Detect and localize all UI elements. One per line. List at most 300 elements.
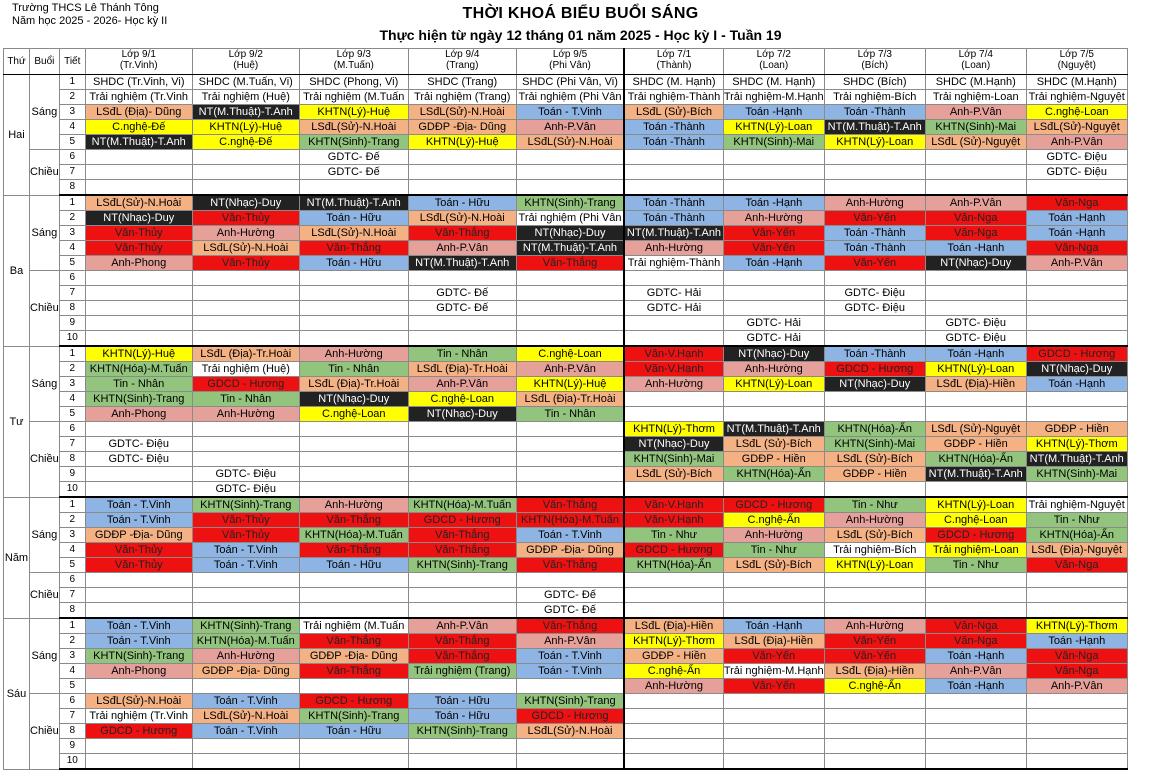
lesson-cell[interactable]: Văn-Yến <box>824 256 925 271</box>
lesson-cell[interactable]: Toán -Thành <box>624 211 723 226</box>
lesson-cell[interactable] <box>723 588 824 603</box>
lesson-cell[interactable] <box>85 165 192 180</box>
lesson-cell[interactable]: SHDC (M. Hạnh) <box>624 75 723 90</box>
lesson-cell[interactable]: Toán - T.Vinh <box>192 543 299 558</box>
lesson-cell[interactable] <box>192 316 299 331</box>
lesson-cell[interactable] <box>824 180 925 196</box>
lesson-cell[interactable]: Văn-Thủy <box>85 226 192 241</box>
lesson-cell[interactable] <box>85 422 192 437</box>
lesson-cell[interactable]: GDĐP - Hiền <box>624 649 723 664</box>
lesson-cell[interactable]: GDCD - Hương <box>299 694 408 709</box>
lesson-cell[interactable]: Toán - T.Vinh <box>192 694 299 709</box>
lesson-cell[interactable]: Văn-Nga <box>1026 649 1127 664</box>
lesson-cell[interactable]: NT(M.Thuật)-T.Anh <box>624 226 723 241</box>
lesson-cell[interactable]: C.nghệ-Đế <box>85 120 192 135</box>
lesson-cell[interactable]: Văn-Thủy <box>192 211 299 226</box>
lesson-cell[interactable] <box>723 724 824 739</box>
lesson-cell[interactable] <box>516 301 624 316</box>
lesson-cell[interactable] <box>85 679 192 694</box>
lesson-cell[interactable]: KHTN(Hóa)-M.Tuấn <box>192 634 299 649</box>
lesson-cell[interactable]: Anh-Hường <box>824 618 925 634</box>
lesson-cell[interactable]: Anh-Hường <box>624 679 723 694</box>
lesson-cell[interactable]: Toán - T.Vinh <box>516 649 624 664</box>
lesson-cell[interactable]: NT(M.Thuật)-T.Anh <box>516 241 624 256</box>
lesson-cell[interactable]: LSđL (Địa)-Tr.Hoài <box>299 377 408 392</box>
lesson-cell[interactable]: GDĐP - Hiền <box>925 437 1026 452</box>
lesson-cell[interactable]: GDCD - Hương <box>408 513 516 528</box>
lesson-cell[interactable]: Văn-Thắng <box>408 634 516 649</box>
lesson-cell[interactable] <box>85 286 192 301</box>
lesson-cell[interactable] <box>624 482 723 498</box>
lesson-cell[interactable]: LSđL(Sử)-N.Hoài <box>408 105 516 120</box>
lesson-cell[interactable]: Văn-Thắng <box>299 634 408 649</box>
lesson-cell[interactable] <box>1026 180 1127 196</box>
lesson-cell[interactable]: Văn-Thắng <box>299 513 408 528</box>
lesson-cell[interactable] <box>299 437 408 452</box>
lesson-cell[interactable] <box>925 694 1026 709</box>
lesson-cell[interactable]: NT(Nhạc)-Duy <box>85 211 192 226</box>
lesson-cell[interactable] <box>1026 588 1127 603</box>
lesson-cell[interactable]: Tin - Nhân <box>408 346 516 362</box>
lesson-cell[interactable]: Văn-Thủy <box>192 513 299 528</box>
lesson-cell[interactable] <box>925 271 1026 286</box>
lesson-cell[interactable] <box>624 165 723 180</box>
lesson-cell[interactable] <box>723 271 824 286</box>
lesson-cell[interactable]: Trải nghiệm (Tr.Vinh <box>85 709 192 724</box>
lesson-cell[interactable]: Toán -Thành <box>824 241 925 256</box>
lesson-cell[interactable]: Toán -Thành <box>824 105 925 120</box>
lesson-cell[interactable]: Văn-Thắng <box>516 497 624 513</box>
lesson-cell[interactable]: Văn-Yến <box>723 679 824 694</box>
lesson-cell[interactable]: Trải nghiệm-Bích <box>824 90 925 105</box>
lesson-cell[interactable] <box>408 165 516 180</box>
lesson-cell[interactable] <box>824 724 925 739</box>
lesson-cell[interactable]: Toán -Hạnh <box>723 105 824 120</box>
lesson-cell[interactable]: Tin - Nhân <box>192 392 299 407</box>
lesson-cell[interactable]: LSđL (Sử)-Nguyệt <box>925 422 1026 437</box>
lesson-cell[interactable] <box>85 739 192 754</box>
lesson-cell[interactable]: Anh-P.Vân <box>408 241 516 256</box>
lesson-cell[interactable]: Văn-Nga <box>925 634 1026 649</box>
lesson-cell[interactable]: Văn-Nga <box>1026 558 1127 573</box>
lesson-cell[interactable]: Văn-Yến <box>723 241 824 256</box>
lesson-cell[interactable]: Toán - Hữu <box>299 211 408 226</box>
lesson-cell[interactable]: LSđL(Sử)-N.Hoài <box>299 120 408 135</box>
lesson-cell[interactable]: Anh-Hường <box>723 211 824 226</box>
lesson-cell[interactable]: Toán -Hạnh <box>723 256 824 271</box>
lesson-cell[interactable]: Anh-P.Vân <box>408 377 516 392</box>
lesson-cell[interactable]: Tin - Như <box>624 528 723 543</box>
lesson-cell[interactable]: GDCD - Hương <box>192 377 299 392</box>
lesson-cell[interactable]: GDCD - Hương <box>85 724 192 739</box>
lesson-cell[interactable]: LSđL (Địa)-Hiền <box>624 618 723 634</box>
lesson-cell[interactable]: Toán - Hữu <box>299 558 408 573</box>
lesson-cell[interactable] <box>408 180 516 196</box>
lesson-cell[interactable]: NT(Nhạc)-Duy <box>925 256 1026 271</box>
lesson-cell[interactable]: LSđL (Sử)-Nguyệt <box>925 135 1026 150</box>
lesson-cell[interactable]: Văn-Thủy <box>85 558 192 573</box>
lesson-cell[interactable] <box>85 573 192 588</box>
lesson-cell[interactable] <box>723 165 824 180</box>
lesson-cell[interactable] <box>192 739 299 754</box>
lesson-cell[interactable]: Văn-Nga <box>1026 664 1127 679</box>
lesson-cell[interactable]: LSđL (Địa)-Tr.Hoài <box>192 346 299 362</box>
lesson-cell[interactable]: Toán - T.Vinh <box>516 664 624 679</box>
lesson-cell[interactable] <box>624 709 723 724</box>
lesson-cell[interactable]: Văn-Thắng <box>299 543 408 558</box>
lesson-cell[interactable]: SHDC (M.Hạnh) <box>925 75 1026 90</box>
lesson-cell[interactable]: GDTC- Đế <box>408 301 516 316</box>
lesson-cell[interactable]: Trải nghiệm (Huệ) <box>192 90 299 105</box>
lesson-cell[interactable] <box>516 679 624 694</box>
lesson-cell[interactable] <box>516 452 624 467</box>
lesson-cell[interactable] <box>299 422 408 437</box>
lesson-cell[interactable] <box>824 331 925 347</box>
lesson-cell[interactable]: Trải nghiệm (Huệ) <box>192 362 299 377</box>
lesson-cell[interactable] <box>408 271 516 286</box>
lesson-cell[interactable]: KHTN(Sinh)-Trang <box>192 497 299 513</box>
lesson-cell[interactable]: LSđL (Sử)-Bích <box>624 105 723 120</box>
lesson-cell[interactable]: C.nghệ-Loan <box>299 407 408 422</box>
lesson-cell[interactable]: Toán - Hữu <box>408 709 516 724</box>
lesson-cell[interactable] <box>1026 482 1127 498</box>
lesson-cell[interactable] <box>516 316 624 331</box>
lesson-cell[interactable]: GDTC- Điệu <box>192 482 299 498</box>
lesson-cell[interactable]: KHTN(Lý)-Huệ <box>192 120 299 135</box>
lesson-cell[interactable] <box>85 754 192 770</box>
lesson-cell[interactable]: SHDC (Tr.Vinh, Vi) <box>85 75 192 90</box>
lesson-cell[interactable] <box>516 286 624 301</box>
lesson-cell[interactable]: Toán -Hạnh <box>925 649 1026 664</box>
lesson-cell[interactable]: LSđL (Địa)-Nguyệt <box>1026 543 1127 558</box>
lesson-cell[interactable]: Văn-Thủy <box>192 256 299 271</box>
lesson-cell[interactable]: Anh-Hường <box>723 528 824 543</box>
lesson-cell[interactable] <box>723 694 824 709</box>
lesson-cell[interactable]: Trải nghiệm-M.Hạnh <box>723 665 824 677</box>
lesson-cell[interactable] <box>925 180 1026 196</box>
lesson-cell[interactable]: Anh-Hường <box>192 226 299 241</box>
lesson-cell[interactable] <box>624 588 723 603</box>
lesson-cell[interactable]: GDĐP - Hiền <box>824 467 925 482</box>
lesson-cell[interactable] <box>723 482 824 498</box>
lesson-cell[interactable]: Văn-Thắng <box>516 558 624 573</box>
lesson-cell[interactable]: NT(M.Thuật)-T.Anh <box>925 467 1026 482</box>
lesson-cell[interactable] <box>925 603 1026 619</box>
lesson-cell[interactable] <box>925 724 1026 739</box>
lesson-cell[interactable] <box>85 482 192 498</box>
lesson-cell[interactable]: GDTC- Điệu <box>85 437 192 452</box>
lesson-cell[interactable]: Toán -Thành <box>824 226 925 241</box>
lesson-cell[interactable]: SHDC (Bích) <box>824 75 925 90</box>
lesson-cell[interactable]: Toán - Hữu <box>408 694 516 709</box>
lesson-cell[interactable] <box>299 679 408 694</box>
lesson-cell[interactable]: GDTC- Điệu <box>1026 150 1127 165</box>
lesson-cell[interactable] <box>1026 407 1127 422</box>
lesson-cell[interactable] <box>516 573 624 588</box>
lesson-cell[interactable] <box>299 603 408 619</box>
lesson-cell[interactable]: KHTN(Lý)-Loan <box>925 362 1026 377</box>
lesson-cell[interactable]: SHDC (Phong, Vi) <box>299 75 408 90</box>
lesson-cell[interactable]: NT(Nhạc)-Duy <box>1026 362 1127 377</box>
lesson-cell[interactable]: Anh-Hường <box>624 241 723 256</box>
lesson-cell[interactable]: Anh-P.Vân <box>925 105 1026 120</box>
lesson-cell[interactable]: Tin - Như <box>1026 513 1127 528</box>
lesson-cell[interactable]: Anh-Hường <box>192 649 299 664</box>
lesson-cell[interactable]: GDTC- Điệu <box>192 467 299 482</box>
lesson-cell[interactable] <box>192 301 299 316</box>
lesson-cell[interactable] <box>85 180 192 196</box>
lesson-cell[interactable]: LSđL(Sử)-N.Hoài <box>192 241 299 256</box>
lesson-cell[interactable] <box>624 271 723 286</box>
lesson-cell[interactable] <box>925 709 1026 724</box>
lesson-cell[interactable]: Trải nghiệm-Thành <box>624 90 723 105</box>
lesson-cell[interactable]: NT(M.Thuật)-T.Anh <box>1026 452 1127 467</box>
lesson-cell[interactable]: GDTC- Hải <box>723 331 824 347</box>
lesson-cell[interactable]: KHTN(Sinh)-Mai <box>1026 467 1127 482</box>
lesson-cell[interactable]: KHTN(Lý)-Loan <box>925 497 1026 513</box>
lesson-cell[interactable] <box>925 286 1026 301</box>
lesson-cell[interactable]: Trải nghiệm (Tr.Vinh <box>85 90 192 105</box>
lesson-cell[interactable]: LSđL (Địa)-Hiền <box>824 664 925 679</box>
lesson-cell[interactable]: C.nghệ-Loan <box>408 392 516 407</box>
lesson-cell[interactable] <box>192 150 299 165</box>
lesson-cell[interactable]: KHTN(Hóa)-M.Tuấn <box>516 513 624 528</box>
lesson-cell[interactable]: Văn-Thủy <box>192 528 299 543</box>
lesson-cell[interactable]: C.nghệ-Loan <box>925 513 1026 528</box>
lesson-cell[interactable]: NT(Nhạc)-Duy <box>299 392 408 407</box>
lesson-cell[interactable]: KHTN(Hóa)-M.Tuấn <box>408 497 516 513</box>
lesson-cell[interactable]: C.nghệ-Ẩn <box>824 679 925 694</box>
lesson-cell[interactable] <box>408 588 516 603</box>
lesson-cell[interactable] <box>85 467 192 482</box>
lesson-cell[interactable]: Văn-V.Hạnh <box>624 362 723 377</box>
lesson-cell[interactable]: Toán - T.Vinh <box>85 513 192 528</box>
lesson-cell[interactable] <box>299 271 408 286</box>
lesson-cell[interactable] <box>516 150 624 165</box>
lesson-cell[interactable]: NT(M.Thuật)-T.Anh <box>408 256 516 271</box>
lesson-cell[interactable] <box>408 603 516 619</box>
lesson-cell[interactable] <box>192 180 299 196</box>
lesson-cell[interactable] <box>299 754 408 770</box>
lesson-cell[interactable] <box>299 739 408 754</box>
lesson-cell[interactable] <box>299 467 408 482</box>
lesson-cell[interactable]: Anh-P.Vân <box>1026 256 1127 271</box>
lesson-cell[interactable] <box>408 739 516 754</box>
lesson-cell[interactable] <box>1026 754 1127 770</box>
lesson-cell[interactable]: GDĐP -Địa- Dũng <box>85 528 192 543</box>
lesson-cell[interactable]: Anh-P.Vân <box>516 362 624 377</box>
lesson-cell[interactable]: Trải nghiệm-Bích <box>824 543 925 558</box>
lesson-cell[interactable]: KHTN(Hóa)-Ẩn <box>824 422 925 437</box>
lesson-cell[interactable]: Văn-Thắng <box>408 649 516 664</box>
lesson-cell[interactable]: LSđL (Sử)-Bích <box>824 528 925 543</box>
lesson-cell[interactable]: Anh-Hường <box>824 513 925 528</box>
lesson-cell[interactable] <box>516 331 624 347</box>
lesson-cell[interactable]: LSđL (Sử)-Bích <box>624 467 723 482</box>
lesson-cell[interactable]: LSđL (Địa)-Tr.Hoài <box>408 362 516 377</box>
lesson-cell[interactable]: NT(Nhạc)-Duy <box>516 226 624 241</box>
lesson-cell[interactable] <box>85 271 192 286</box>
lesson-cell[interactable]: Văn-Thủy <box>85 241 192 256</box>
lesson-cell[interactable]: KHTN(Hóa)-M.Tuấn <box>85 362 192 377</box>
lesson-cell[interactable] <box>1026 573 1127 588</box>
lesson-cell[interactable]: Văn-V.Hạnh <box>624 497 723 513</box>
lesson-cell[interactable]: Toán - Hữu <box>299 256 408 271</box>
lesson-cell[interactable] <box>299 316 408 331</box>
lesson-cell[interactable] <box>192 588 299 603</box>
lesson-cell[interactable] <box>408 573 516 588</box>
lesson-cell[interactable]: Văn-Thắng <box>408 528 516 543</box>
lesson-cell[interactable]: GDTC- Đế <box>516 603 624 619</box>
lesson-cell[interactable] <box>516 739 624 754</box>
lesson-cell[interactable]: Toán - T.Vinh <box>85 618 192 634</box>
lesson-cell[interactable]: Văn-Nga <box>1026 195 1127 211</box>
lesson-cell[interactable]: Văn-Yến <box>824 649 925 664</box>
lesson-cell[interactable]: Anh-Hường <box>824 195 925 211</box>
lesson-cell[interactable]: LSđL (Địa)-Hiền <box>925 377 1026 392</box>
lesson-cell[interactable]: GDCD - Hương <box>824 362 925 377</box>
lesson-cell[interactable] <box>723 150 824 165</box>
lesson-cell[interactable] <box>824 316 925 331</box>
lesson-cell[interactable] <box>192 331 299 347</box>
lesson-cell[interactable]: KHTN(Sinh)-Mai <box>723 135 824 150</box>
lesson-cell[interactable] <box>192 603 299 619</box>
lesson-cell[interactable]: Toán -Thành <box>624 120 723 135</box>
lesson-cell[interactable] <box>624 694 723 709</box>
lesson-cell[interactable]: Anh-P.Vân <box>925 195 1026 211</box>
lesson-cell[interactable] <box>516 754 624 770</box>
lesson-cell[interactable]: Văn-Nga <box>925 618 1026 634</box>
lesson-cell[interactable]: NT(Nhạc)-Duy <box>624 437 723 452</box>
lesson-cell[interactable]: Văn-Yến <box>824 634 925 649</box>
lesson-cell[interactable] <box>408 150 516 165</box>
lesson-cell[interactable]: Văn-Yến <box>723 649 824 664</box>
lesson-cell[interactable] <box>723 754 824 770</box>
lesson-cell[interactable]: Toán - Hữu <box>299 724 408 739</box>
lesson-cell[interactable] <box>723 301 824 316</box>
lesson-cell[interactable]: Văn-Yến <box>723 226 824 241</box>
lesson-cell[interactable] <box>723 407 824 422</box>
lesson-cell[interactable]: Anh-Hường <box>723 362 824 377</box>
lesson-cell[interactable] <box>516 271 624 286</box>
lesson-cell[interactable] <box>408 316 516 331</box>
lesson-cell[interactable]: Trải nghiệm (Phi Vân <box>516 211 624 226</box>
lesson-cell[interactable] <box>824 739 925 754</box>
lesson-cell[interactable]: Trải nghiệm-Thành <box>624 256 723 271</box>
lesson-cell[interactable]: Văn-Thắng <box>516 256 624 271</box>
lesson-cell[interactable]: Anh-P.Vân <box>516 634 624 649</box>
lesson-cell[interactable] <box>925 588 1026 603</box>
lesson-cell[interactable] <box>1026 694 1127 709</box>
lesson-cell[interactable] <box>925 407 1026 422</box>
lesson-cell[interactable]: Anh-Phong <box>85 407 192 422</box>
lesson-cell[interactable]: KHTN(Lý)-Huệ <box>299 105 408 120</box>
lesson-cell[interactable]: Anh-P.Vân <box>1026 135 1127 150</box>
lesson-cell[interactable] <box>299 301 408 316</box>
lesson-cell[interactable]: Anh-P.Vân <box>925 664 1026 679</box>
lesson-cell[interactable] <box>192 271 299 286</box>
lesson-cell[interactable]: NT(M.Thuật)-T.Anh <box>192 105 299 120</box>
lesson-cell[interactable]: Tin - Nhân <box>85 377 192 392</box>
lesson-cell[interactable]: NT(M.Thuật)-T.Anh <box>299 195 408 211</box>
lesson-cell[interactable]: Toán -Thành <box>624 135 723 150</box>
lesson-cell[interactable]: Văn-Thủy <box>85 543 192 558</box>
lesson-cell[interactable]: LSđL(Sử)-N.Hoài <box>516 135 624 150</box>
lesson-cell[interactable]: KHTN(Hóa)-Ẩn <box>723 467 824 482</box>
lesson-cell[interactable] <box>925 165 1026 180</box>
lesson-cell[interactable] <box>723 573 824 588</box>
lesson-cell[interactable]: GDTC- Điệu <box>1026 165 1127 180</box>
lesson-cell[interactable] <box>1026 709 1127 724</box>
lesson-cell[interactable] <box>624 573 723 588</box>
lesson-cell[interactable]: Văn-Thắng <box>408 543 516 558</box>
lesson-cell[interactable]: Văn-Nga <box>925 226 1026 241</box>
lesson-cell[interactable] <box>824 482 925 498</box>
lesson-cell[interactable]: KHTN(Sinh)-Mai <box>925 120 1026 135</box>
lesson-cell[interactable] <box>1026 271 1127 286</box>
lesson-cell[interactable]: Văn-V.Hạnh <box>624 513 723 528</box>
lesson-cell[interactable] <box>824 694 925 709</box>
lesson-cell[interactable] <box>824 271 925 286</box>
lesson-cell[interactable] <box>85 150 192 165</box>
lesson-cell[interactable] <box>624 739 723 754</box>
lesson-cell[interactable]: KHTN(Sinh)-Trang <box>192 618 299 634</box>
lesson-cell[interactable] <box>516 422 624 437</box>
lesson-cell[interactable] <box>624 724 723 739</box>
lesson-cell[interactable] <box>85 331 192 347</box>
lesson-cell[interactable]: GDTC- Điệu <box>85 452 192 467</box>
lesson-cell[interactable]: Tin - Như <box>925 558 1026 573</box>
lesson-cell[interactable]: Toán -Hạnh <box>925 241 1026 256</box>
lesson-cell[interactable]: SHDC (M.Hạnh) <box>1026 75 1127 90</box>
lesson-cell[interactable] <box>925 573 1026 588</box>
lesson-cell[interactable] <box>723 603 824 619</box>
lesson-cell[interactable]: Toán -Hạnh <box>723 195 824 211</box>
lesson-cell[interactable]: Văn-V.Hạnh <box>624 346 723 362</box>
lesson-cell[interactable]: LSđL (Địa)- Dũng <box>85 105 192 120</box>
lesson-cell[interactable]: Anh-Phong <box>85 256 192 271</box>
lesson-cell[interactable]: Văn-Thắng <box>299 664 408 679</box>
lesson-cell[interactable] <box>192 754 299 770</box>
lesson-cell[interactable] <box>723 286 824 301</box>
lesson-cell[interactable]: Toán - T.Vinh <box>192 558 299 573</box>
lesson-cell[interactable] <box>299 286 408 301</box>
lesson-cell[interactable]: GDTC- Điệu <box>925 331 1026 347</box>
lesson-cell[interactable]: GDTC- Điệu <box>925 316 1026 331</box>
lesson-cell[interactable]: KHTN(Sinh)-Trang <box>516 195 624 211</box>
lesson-cell[interactable] <box>408 467 516 482</box>
lesson-cell[interactable] <box>408 452 516 467</box>
lesson-cell[interactable]: Toán -Hạnh <box>1026 226 1127 241</box>
lesson-cell[interactable]: Trải nghiệm (Trang) <box>408 90 516 105</box>
lesson-cell[interactable]: LSđL(Sử)-N.Hoài <box>516 724 624 739</box>
lesson-cell[interactable] <box>824 165 925 180</box>
lesson-cell[interactable]: SHDC (M.Tuấn, Vi) <box>192 75 299 90</box>
lesson-cell[interactable]: GDTC- Hải <box>723 316 824 331</box>
lesson-cell[interactable]: KHTN(Lý)-Huệ <box>516 377 624 392</box>
lesson-cell[interactable] <box>299 573 408 588</box>
lesson-cell[interactable]: SHDC (Phi Vân, Vi) <box>516 75 624 90</box>
lesson-cell[interactable] <box>408 331 516 347</box>
lesson-cell[interactable]: Toán -Thành <box>824 346 925 362</box>
lesson-cell[interactable]: LSđL (Sử)-Bích <box>723 437 824 452</box>
lesson-cell[interactable]: KHTN(Sinh)-Trang <box>516 694 624 709</box>
lesson-cell[interactable] <box>624 316 723 331</box>
lesson-cell[interactable]: C.nghệ-Đế <box>192 135 299 150</box>
lesson-cell[interactable] <box>1026 286 1127 301</box>
lesson-cell[interactable] <box>192 286 299 301</box>
lesson-cell[interactable]: GDTC- Điệu <box>824 301 925 316</box>
